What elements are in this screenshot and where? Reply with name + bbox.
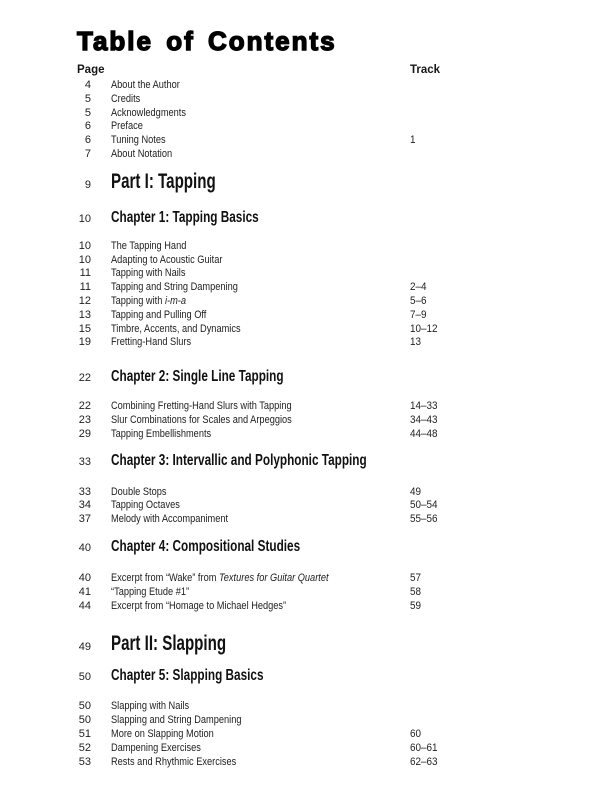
chapter-title: Chapter 5: Slapping Basics — [111, 667, 264, 685]
entry-track-number — [410, 93, 600, 107]
entry-title: Rests and Rhythmic Exercises — [111, 755, 237, 768]
toc-entry — [0, 586, 600, 600]
entry-track-number — [410, 120, 600, 134]
toc-entry — [0, 414, 600, 428]
toc-entry — [0, 309, 600, 323]
page-column-label: Page — [77, 64, 105, 76]
chapter-page-number: 33 — [78, 455, 91, 468]
chapter-heading — [0, 666, 600, 687]
entry-track-number: 10–12 — [410, 322, 438, 335]
entry-title: Acknowledgments — [111, 106, 186, 119]
entry-title: More on Slapping Motion — [111, 727, 214, 740]
entry-title: Tapping with Nails — [111, 267, 186, 280]
entry-track-number: 55–56 — [410, 513, 438, 526]
entry-page-number: 4 — [84, 79, 91, 91]
toc-entry — [0, 107, 600, 121]
entry-track-number: 34–43 — [410, 413, 438, 426]
entry-page-number: 53 — [78, 755, 91, 768]
entry-track-number: 13 — [410, 336, 422, 349]
entry-title: Preface — [111, 120, 143, 133]
toc-entry — [0, 281, 600, 295]
toc-entry — [0, 756, 600, 770]
entry-track-number: 2–4 — [410, 281, 427, 294]
entry-page-number: 41 — [78, 585, 91, 598]
chapter-page-number: 40 — [78, 541, 91, 554]
chapter-heading — [0, 451, 600, 472]
toc-entry — [0, 513, 600, 527]
chapter5-entries — [0, 700, 600, 769]
toc-entry — [0, 336, 600, 350]
entry-page-number: 11 — [79, 281, 91, 294]
toc-entry — [0, 742, 600, 756]
part-heading — [0, 169, 600, 198]
chapter-page-number: 22 — [78, 372, 91, 385]
toc-entry — [0, 728, 600, 742]
entry-page-number: 11 — [79, 267, 91, 280]
toc-entry — [0, 267, 600, 281]
entry-track-number: 60–61 — [410, 741, 438, 754]
entry-title: Slapping and String Dampening — [111, 714, 242, 727]
entry-title: Credits — [111, 92, 141, 105]
toc-entry — [0, 254, 600, 268]
entry-track-number — [410, 714, 600, 728]
toc-entry — [0, 93, 600, 107]
entry-page-number: 7 — [84, 147, 91, 160]
entry-track-number — [410, 254, 600, 268]
toc-entry — [0, 134, 600, 148]
part-page-number: 49 — [78, 641, 91, 654]
entry-page-number: 22 — [78, 400, 91, 413]
toc-entry — [0, 400, 600, 414]
entry-title: Melody with Accompaniment — [111, 513, 229, 526]
entry-page-number: 50 — [78, 714, 91, 727]
entry-title: Tapping with i-m-a — [111, 294, 186, 307]
column-headers — [0, 64, 600, 78]
entry-track-number: 58 — [410, 585, 422, 598]
toc-entry — [0, 486, 600, 500]
entry-page-number: 6 — [84, 120, 91, 133]
toc-entry — [0, 600, 600, 614]
entry-track-number: 7–9 — [410, 308, 427, 321]
chapter3-entries — [0, 486, 600, 527]
entry-track-number: 44–48 — [410, 427, 438, 440]
chapter-title: Chapter 2: Single Line Tapping — [111, 368, 284, 386]
entry-track-number: 49 — [410, 485, 422, 498]
front-matter-section — [0, 79, 600, 162]
entry-title: Fretting-Hand Slurs — [111, 336, 192, 349]
entry-page-number: 19 — [78, 336, 91, 349]
toc-entry — [0, 323, 600, 337]
entry-page-number: 34 — [78, 499, 91, 512]
part-heading — [0, 631, 600, 660]
entry-track-number: 14–33 — [410, 400, 438, 413]
chapter4-entries — [0, 572, 600, 613]
entry-title: “Tapping Etude #1” — [111, 585, 190, 598]
toc-entry — [0, 240, 600, 254]
entry-track-number — [410, 240, 600, 254]
entry-track-number: 62–63 — [410, 755, 438, 768]
entry-track-number: 57 — [410, 571, 422, 584]
entry-page-number: 5 — [84, 106, 91, 119]
entry-page-number: 10 — [78, 239, 91, 252]
entry-title: Combining Fretting-Hand Slurs with Tapping — [111, 400, 292, 413]
entry-track-number: 59 — [410, 599, 422, 612]
entry-title: About Notation — [111, 147, 173, 160]
entry-page-number: 50 — [78, 700, 91, 713]
entry-page-number: 33 — [78, 485, 91, 498]
toc-entry — [0, 79, 600, 93]
entry-page-number: 23 — [78, 413, 91, 426]
entry-track-number — [410, 700, 600, 714]
entry-title: Adapting to Acoustic Guitar — [111, 253, 223, 266]
entry-title: Tapping and Pulling Off — [111, 308, 207, 321]
chapter-heading — [0, 537, 600, 558]
chapter-page-number: 10 — [78, 212, 91, 225]
entry-page-number: 6 — [84, 134, 91, 147]
entry-page-number: 10 — [78, 253, 91, 266]
entry-track-number — [410, 79, 600, 93]
chapter-title: Chapter 3: Intervallic and Polyphonic Tapping — [111, 451, 367, 469]
toc-entry — [0, 700, 600, 714]
entry-track-number: 1 — [410, 134, 416, 147]
entry-page-number: 5 — [84, 92, 91, 105]
toc-entry — [0, 120, 600, 134]
entry-page-number: 52 — [78, 741, 91, 754]
part-page-number: 9 — [84, 178, 91, 191]
entry-track-number — [410, 107, 600, 121]
entry-track-number: 50–54 — [410, 499, 438, 512]
entry-track-number — [410, 148, 600, 162]
entry-page-number: 29 — [78, 427, 91, 440]
entry-track-number: 60 — [410, 727, 422, 740]
entry-page-number: 40 — [78, 571, 91, 584]
entry-title: Double Stops — [111, 485, 167, 498]
italic-work-title: Textures for Guitar Quartet — [218, 571, 329, 584]
toc-entry — [0, 148, 600, 162]
entry-page-number: 37 — [78, 513, 91, 526]
entry-title: Slur Combinations for Scales and Arpeggios — [111, 413, 292, 426]
entry-page-number: 13 — [78, 308, 91, 321]
toc-entry — [0, 428, 600, 442]
entry-title: The Tapping Hand — [111, 239, 187, 252]
chapter1-entries — [0, 240, 600, 350]
chapter-heading — [0, 367, 600, 388]
entry-title: Excerpt from “Wake” from Textures for Guitar Quartet — [111, 571, 329, 584]
chapter2-entries — [0, 400, 600, 441]
entry-title: Dampening Exercises — [111, 741, 201, 754]
chapter-page-number: 50 — [78, 671, 91, 684]
chapter-title: Chapter 4: Compositional Studies — [111, 537, 301, 555]
toc-entry — [0, 714, 600, 728]
entry-title: Timbre, Accents, and Dynamics — [111, 322, 241, 335]
entry-title: About the Author — [111, 79, 180, 91]
toc-entry — [0, 499, 600, 513]
entry-title: Excerpt from “Homage to Michael Hedges” — [111, 599, 287, 612]
part-title: Part I: Tapping — [111, 169, 216, 193]
entry-title: Slapping with Nails — [111, 700, 190, 713]
toc-entry — [0, 295, 600, 309]
toc-entry — [0, 572, 600, 586]
chapter-title: Chapter 1: Tapping Basics — [111, 208, 259, 226]
entry-title: Tapping and String Dampening — [111, 281, 238, 294]
track-column-label: Track — [410, 64, 441, 76]
part-title: Part II: Slapping — [111, 632, 227, 656]
chapter-heading — [0, 208, 600, 229]
entry-page-number: 51 — [78, 727, 91, 740]
entry-title: Tapping Embellishments — [111, 427, 212, 440]
entry-page-number: 44 — [78, 599, 91, 612]
entry-title: Tuning Notes — [111, 134, 166, 147]
entry-track-number — [410, 267, 600, 281]
entry-track-number: 5–6 — [410, 294, 427, 307]
italic-term: i-m-a — [164, 294, 186, 307]
entry-page-number: 12 — [78, 294, 91, 307]
page-title: Table of Contents — [77, 26, 337, 56]
entry-page-number: 15 — [78, 322, 91, 335]
entry-title: Tapping Octaves — [111, 499, 180, 512]
